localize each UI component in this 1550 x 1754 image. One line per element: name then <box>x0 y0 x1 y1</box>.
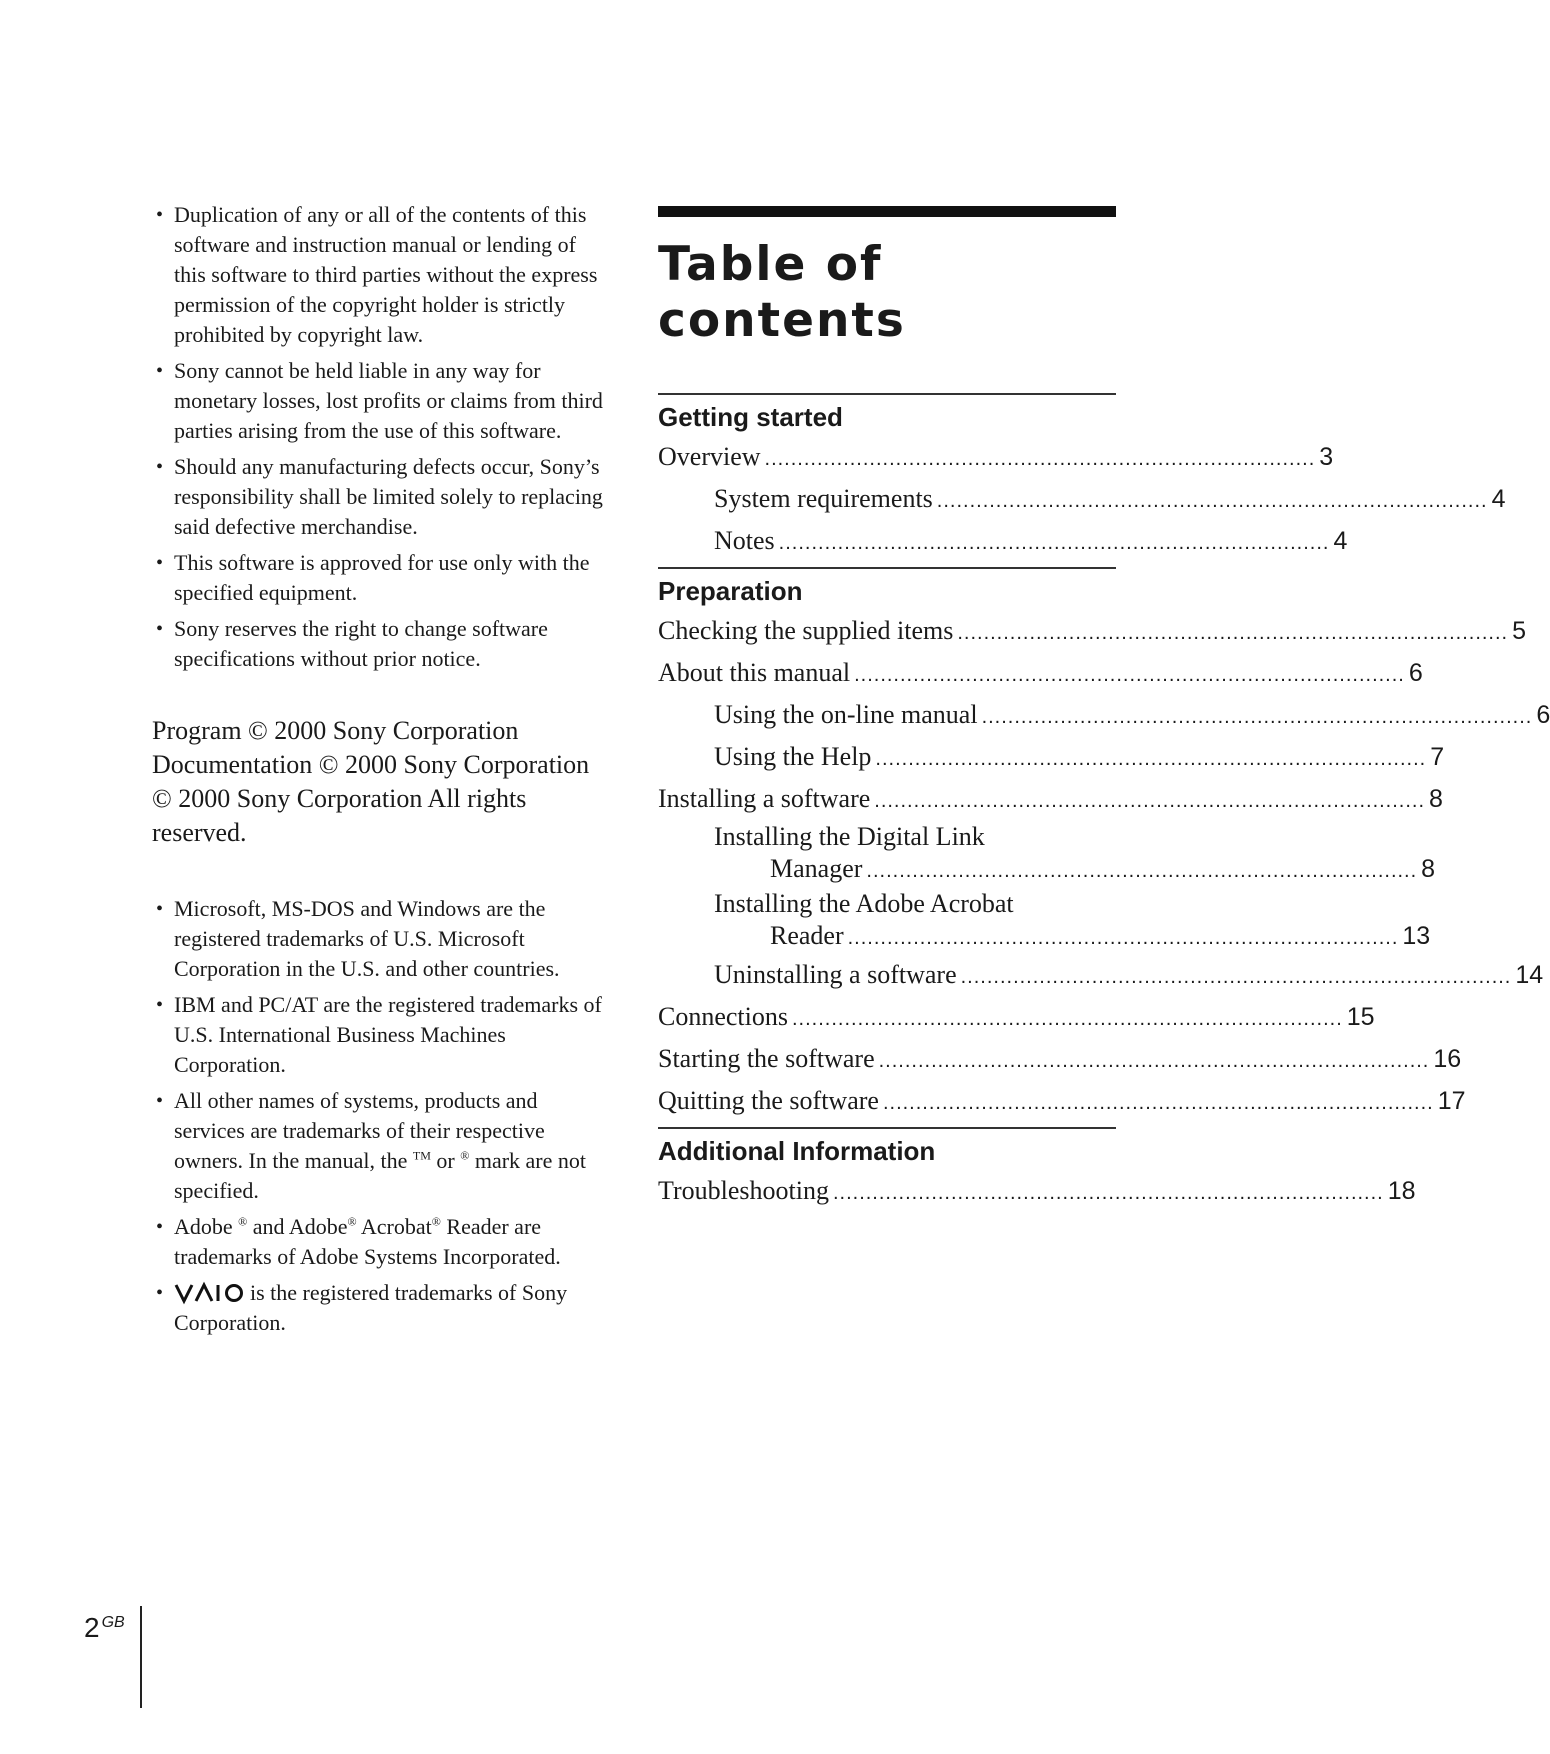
leader-dots: .................................................................................... <box>854 664 1405 686</box>
leader-dots: .................................................................................... <box>866 860 1418 882</box>
trademark-text: Adobe <box>174 1214 239 1239</box>
leader-dots: .................................................................................... <box>847 927 1399 949</box>
leader-dots: .................................................................................... <box>832 1182 1384 1204</box>
page-number: 16 <box>1433 1045 1462 1073</box>
toc-entry-checking-items[interactable]: Checking the supplied items .................................................................................... 5 <box>658 611 1116 653</box>
page-number: 4 <box>1491 485 1506 513</box>
documentation-copyright: Documentation © 2000 Sony Corporation <box>152 750 590 779</box>
list-item <box>152 1212 612 1272</box>
toc-entry-using-help[interactable]: Using the Help .................................................................................... 7 <box>658 737 1116 779</box>
list-item: • Should any manufacturing defects occur, Sony’s responsibility shall be limited solely to replacing said defective merchandise. <box>152 452 612 542</box>
trademark-text: and Adobe <box>247 1214 348 1239</box>
trademark-text: or <box>430 1148 461 1173</box>
leader-dots: .................................................................................... <box>764 448 1316 470</box>
table-of-contents <box>658 206 1550 1213</box>
leader-dots: .................................................................................... <box>882 1092 1434 1114</box>
page-number: 13 <box>1402 922 1431 950</box>
toc-entry-adobe-acrobat[interactable]: Installing the Adobe Acrobat Reader .................................................................................... 13 <box>658 888 1116 955</box>
page-number: 8 <box>1421 855 1436 883</box>
trademarks-list <box>152 894 612 1338</box>
toc-entry-online-manual[interactable]: Using the on-line manual .................................................................................... 6 <box>658 695 1116 737</box>
toc-entry-quitting[interactable]: Quitting the software .................................................................................... 17 <box>658 1081 1116 1123</box>
copyright-block <box>152 714 612 850</box>
page-number: 18 <box>1387 1177 1416 1205</box>
toc-entry-starting[interactable]: Starting the software .................................................................................... 16 <box>658 1039 1116 1081</box>
page-number: 7 <box>1430 743 1445 771</box>
leader-dots: .................................................................................... <box>874 790 1426 812</box>
language-code: GB <box>101 1614 125 1631</box>
rights-reserved: © 2000 Sony Corporation All rights reserved. <box>152 784 527 847</box>
trademark-text: All other names of systems, products and services are trademarks of their respective owners. In the manual, the <box>174 1088 545 1173</box>
toc-entry-digital-link[interactable]: Installing the Digital Link Manager .................................................................................... 8 <box>658 821 1116 888</box>
toc-section-preparation <box>658 567 1550 1123</box>
registered-mark: ® <box>347 1214 357 1229</box>
vaio-logo-icon <box>174 1282 246 1304</box>
registered-mark: ® <box>460 1148 470 1163</box>
toc-entry-about-manual[interactable]: About this manual .................................................................................... 6 <box>658 653 1116 695</box>
toc-entry-notes[interactable]: Notes .................................................................................... 4 <box>658 521 1116 563</box>
title-bar <box>658 206 1116 217</box>
list-item: • Sony cannot be held liable in any way for monetary losses, lost profits or claims from third parties arising from the use of this software. <box>152 356 612 446</box>
page-number: 3 <box>1319 443 1334 471</box>
section-heading: Getting started <box>658 402 843 432</box>
list-item: • Duplication of any or all of the contents of this software and instruction manual or lending of this software to third parties without the express permission of the copyright holder is strictly prohibited by copyright law. <box>152 200 612 350</box>
list-item: • This software is approved for use only with the specified equipment. <box>152 548 612 608</box>
toc-entry-troubleshooting[interactable]: Troubleshooting .................................................................................... 18 <box>658 1171 1116 1213</box>
leader-dots: .................................................................................... <box>875 748 1427 770</box>
trademark-text: is the registered trademarks of Sony Corporation. <box>174 1280 568 1335</box>
list-item <box>152 1278 612 1338</box>
page-number: 15 <box>1346 1003 1375 1031</box>
toc-entry-installing-software[interactable]: Installing a software .................................................................................... 8 <box>658 779 1116 821</box>
page-number: 5 <box>1512 617 1527 645</box>
leader-dots: .................................................................................... <box>792 1008 1343 1030</box>
page-number: 4 <box>1333 527 1348 555</box>
list-item <box>152 1086 612 1206</box>
toc-entry-connections[interactable]: Connections .................................................................................... 15 <box>658 997 1116 1039</box>
leader-dots: .................................................................................... <box>957 622 1509 644</box>
page-number: 17 <box>1437 1087 1466 1115</box>
registered-mark: ® <box>238 1214 248 1229</box>
list-item: • Microsoft, MS-DOS and Windows are the registered trademarks of U.S. Microsoft Corporation in the U.S. and other countries. <box>152 894 612 984</box>
tm-mark: TM <box>412 1148 431 1163</box>
license-notes-list <box>152 200 612 674</box>
page-number: 8 <box>1429 785 1443 813</box>
section-heading: Preparation <box>658 576 803 606</box>
leader-dots: .................................................................................... <box>878 1050 1430 1072</box>
leader-dots: .................................................................................... <box>981 706 1533 728</box>
footer-divider <box>140 1606 142 1708</box>
leader-dots: .................................................................................... <box>960 966 1512 988</box>
leader-dots: .................................................................................... <box>778 532 1330 554</box>
page-number: 6 <box>1408 659 1423 687</box>
page-number: 6 <box>1536 701 1550 729</box>
trademark-text: Acrobat <box>356 1214 432 1239</box>
page-title: Table of contents <box>658 237 906 348</box>
page-number: 14 <box>1515 961 1544 989</box>
trademark-text: Reader are trademarks of Adobe Systems Incorporated. <box>174 1214 561 1269</box>
left-column <box>152 200 612 1344</box>
trademark-text: mark are not specified. <box>174 1148 586 1203</box>
toc-entry-uninstalling[interactable]: Uninstalling a software .................................................................................... 14 <box>658 955 1116 997</box>
list-item: • IBM and PC/AT are the registered trademarks of U.S. International Business Machines Corporation. <box>152 990 612 1080</box>
list-item: • Sony reserves the right to change software specifications without prior notice. <box>152 614 612 674</box>
section-heading: Additional Information <box>658 1136 936 1166</box>
toc-entry-overview[interactable]: Overview .................................................................................... 3 <box>658 437 1116 479</box>
leader-dots: .................................................................................... <box>936 490 1488 512</box>
page-number-footer: 2 $^{GB}$ <box>84 1612 125 1643</box>
program-copyright: Program © 2000 Sony Corporation <box>152 716 519 745</box>
toc-section-additional <box>658 1127 1416 1213</box>
toc-section-getting-started <box>658 393 1506 563</box>
registered-mark: ® <box>431 1214 441 1229</box>
toc-entry-system-requirements[interactable]: System requirements .................................................................................... 4 <box>658 479 1116 521</box>
